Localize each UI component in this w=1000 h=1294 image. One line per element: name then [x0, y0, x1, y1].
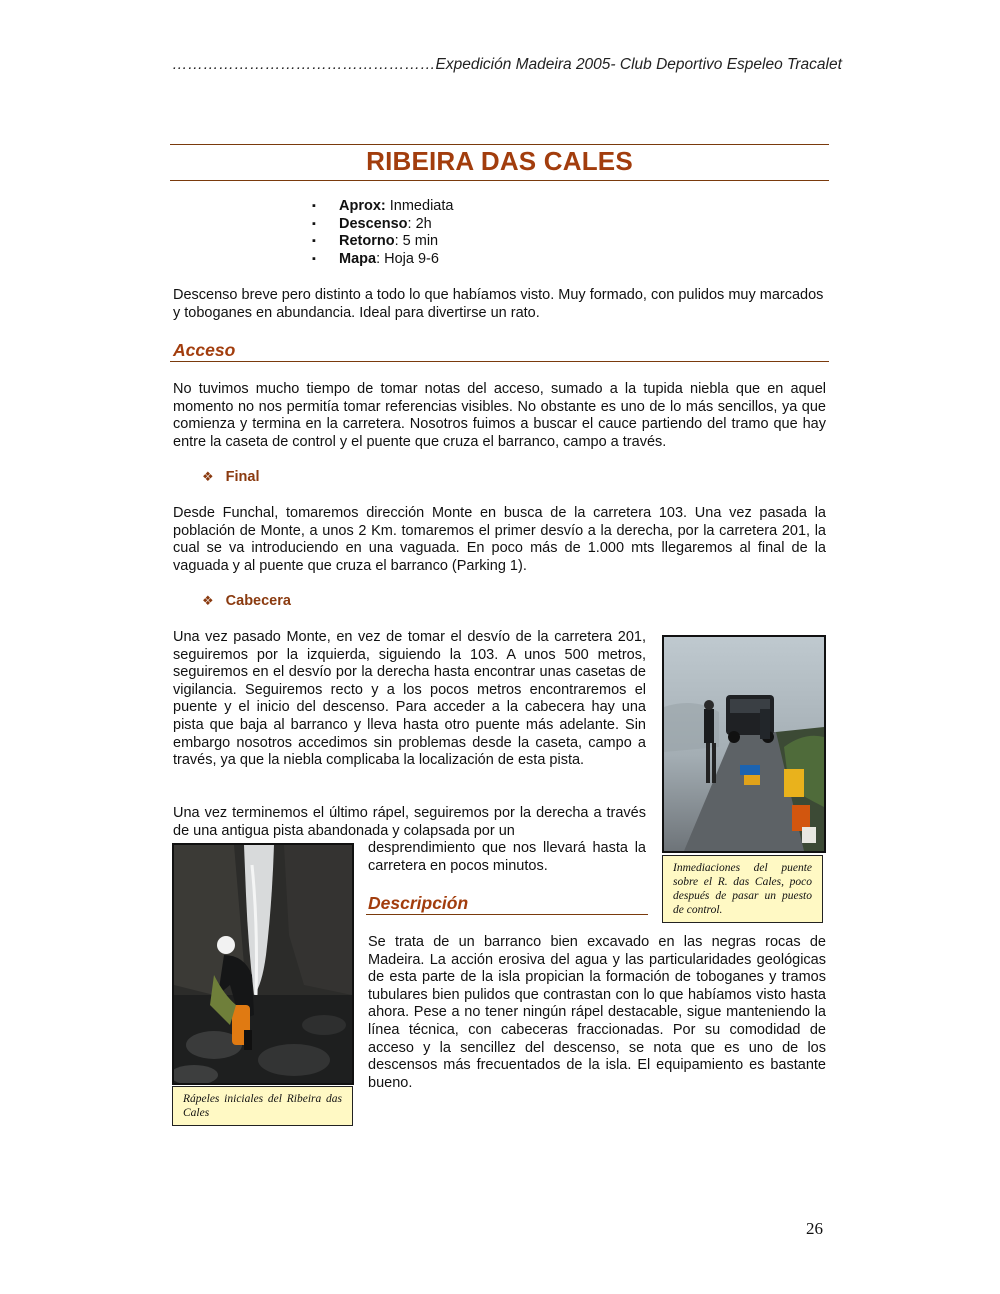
fact-label: Mapa	[339, 250, 377, 267]
descripcion-paragraph: Se trata de un barranco bien excavado en las negras rocas de Madeira. La acción erosiva del agua y las particularidades geológicas de esta parte de la isla propician la formación de toboganes y tramos tubulares bien pulidos que contrastan con lo que habíamos visto hasta ahora. Pese a no tener ningún rápel destacable, sigue manteniendo la línea técnica, con cabeceras fraccionadas. Por su comodidad de acceso y la sencillez del descenso, se nota que es uno de los descensos más frecuentados de la isla. El equipamiento es bastante bueno.	[368, 934, 826, 1091]
fact-value: : 5 min	[394, 233, 439, 250]
waterfall-photo-caption: Rápeles iniciales del Ribeira das Cales	[172, 1086, 353, 1126]
fact-mapa	[312, 251, 453, 269]
fact-descenso	[312, 216, 453, 234]
cabecera-paragraph-2b: desprendimiento que nos llevará hasta la carretera en pocos minutos.	[368, 840, 646, 874]
page-title: RIBEIRA DAS CALES	[366, 146, 633, 176]
intro-paragraph: Descenso breve pero distinto a todo lo que habíamos visto. Muy formado, con pulidos muy marcados y toboganes en abundancia. Ideal para divertirse un rato.	[173, 287, 824, 321]
fact-label: Retorno	[339, 233, 395, 250]
running-header	[172, 56, 842, 74]
fact-value: Inmediata	[385, 198, 454, 214]
waterfall-photo	[172, 843, 354, 1085]
title-bottom-rule	[170, 180, 829, 181]
diamond-bullet-icon: ❖	[202, 593, 214, 608]
road-photo-caption: Inmediaciones del puente sobre el R. das Cales, poco después de pasar un puesto de control.	[662, 855, 823, 923]
section-heading-descripcion: Descripción	[368, 893, 469, 913]
subheading-label: Cabecera	[225, 593, 291, 609]
cabecera-paragraph-1: Una vez pasado Monte, en vez de tomar el desvío de la carretera 201, seguiremos por la izquierda, siguiendo la 103. A unos 500 metros, seguiremos en el desvío por la derecha hasta encontrar unas casetas de vigilancia. Seguiremos recto y a los pocos metros encontraremos el puente y el inicio del descenso. Para acceder a la cabecera hay una pista que baja al barranco y lleva hasta otro puente más adelante. Sin embargo nosotros accedimos sin problemas desde la caseta, campo a través, ya que la niebla complicaba la localización de esta pista.	[173, 629, 646, 769]
section-rule-acceso	[170, 361, 829, 362]
section-rule-descripcion	[366, 914, 648, 915]
fact-label: Aprox:	[339, 198, 386, 214]
waterfall-photo-image	[174, 845, 352, 1083]
subheading-final	[202, 469, 260, 485]
acceso-paragraph: No tuvimos mucho tiempo de tomar notas del acceso, sumado a la tupida niebla que en aquel momento no nos permitía tomar referencias visibles. No obstante es uno de lo más sencillos, ya que comienza y termina en la carretera. Nosotros fuimos a buscar el cauce partiendo del tramo que hay entre la caseta de control y el puente que cruza el barranco, campo a través.	[173, 381, 826, 450]
subheading-label: Final	[225, 469, 260, 485]
header-title: Expedición Madeira 2005- Club Deportivo Espeleo Tracalet	[435, 56, 842, 73]
section-heading-acceso: Acceso	[173, 340, 236, 360]
diamond-bullet-icon: ❖	[202, 469, 214, 484]
page-number: 26	[806, 1219, 823, 1238]
title-top-rule	[170, 144, 829, 145]
facts-list	[312, 198, 453, 268]
fact-value: : 2h	[407, 215, 432, 232]
final-paragraph: Desde Funchal, tomaremos dirección Monte en busca de la carretera 103. Una vez pasada la población de Monte, a unos 2 Km. tomaremos el primer desvío a la derecha, por la carretera 201, la cual se va introduciendo en una vaguada. En poco más de 1.000 mts llegaremos al final de la vaguada y al puente que cruza el barranco (Parking 1).	[173, 505, 826, 574]
fact-retorno	[312, 233, 453, 251]
fact-label: Descenso	[339, 215, 408, 232]
header-dots: ……………………………………………	[172, 56, 436, 73]
cabecera-paragraph-2a: Una vez terminemos el último rápel, seguiremos por la derecha a través de una antigua pista abandonada y colapsada por un	[173, 805, 646, 839]
subheading-cabecera	[202, 593, 291, 609]
road-photo-image	[664, 637, 824, 851]
fact-value: : Hoja 9-6	[376, 250, 439, 267]
fact-aprox	[312, 198, 453, 216]
road-photo	[662, 635, 826, 853]
